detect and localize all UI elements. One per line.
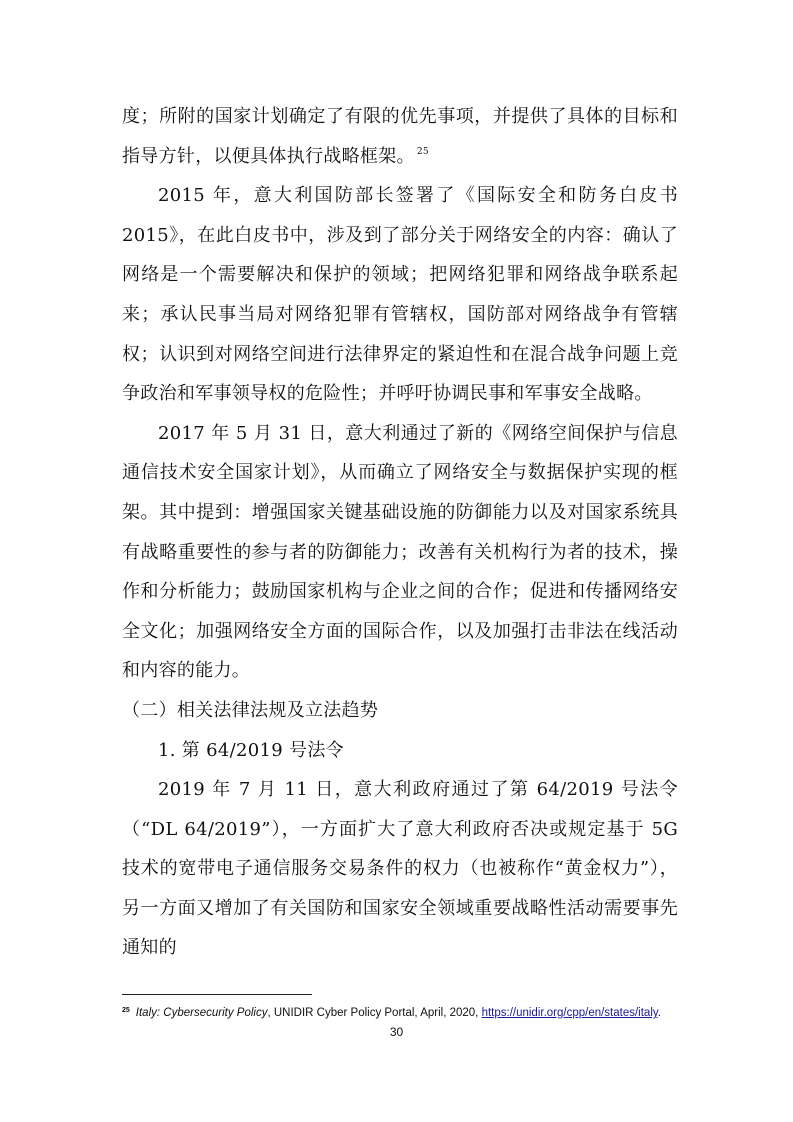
footnote-divider bbox=[122, 994, 312, 995]
footnote-mark: 25 bbox=[122, 1007, 130, 1014]
paragraph-3: 2017 年 5 月 31 日，意大利通过了新的《网络空间保护与信息通信技术安全国家计划》，从而确立了网络安全与数据保护实现的框架。其中提到：增强国家关键基础设施的防御能力以及对国家系统具有战略重要性的参与者的防御能力；改善有关机构行为者的技术，操作和分析能力；鼓励国家机构与企业之间的合作；促进和传播网络安全文化；加强网络安全方面的国际合作，以及加强打击非法在线活动和内容的能力。 bbox=[122, 422, 678, 682]
footnote-reference: 25 bbox=[416, 146, 429, 157]
footnote-source: , UNIDIR Cyber Policy Portal, April, 2020, bbox=[267, 1007, 482, 1019]
paragraph-2: 2015 年，意大利国防部长签署了《国际安全和防务白皮书 2015》，在此白皮书中，涉及到了部分关于网络安全的内容：确认了网络是一个需要解决和保护的领域；把网络犯罪和网络战争联系起来；承认民事当局对网络犯罪有管辖权，国防部对网络战争有管辖权；认识到对网络空间进行法律界定的紧迫性和在混合战争问题上竞争政治和军事领导权的危险性；并呼吁协调民事和军事安全战略。 bbox=[122, 185, 678, 405]
section-heading: （二）相关法律法规及立法趋势 bbox=[122, 699, 379, 721]
page-number: 30 bbox=[389, 1025, 404, 1039]
footnote-link[interactable]: https://unidir.org/cpp/en/states/italy bbox=[481, 1007, 658, 1019]
footnote bbox=[122, 1007, 682, 1019]
footnote-end: . bbox=[657, 1007, 661, 1019]
paragraph-continuation bbox=[122, 97, 678, 176]
body-text bbox=[122, 97, 678, 968]
paragraph-4: 2019 年 7 月 11 日，意大利政府通过了第 64/2019 号法令（“DL 64/2019”），一方面扩大了意大利政府否决或规定基于 5G 技术的宽带电子通信服务交易条件的权力（也被称作“黄金权力”），另一方面又增加了有关国防和国家安全领域重要战略性活动需要事先通知的 bbox=[122, 779, 678, 959]
paragraph-1-text: 度；所附的国家计划确定了有限的优先事项，并提供了具体的目标和指导方针，以便具体执行战略框架。 bbox=[122, 106, 678, 167]
subsection-heading: 1. 第 64/2019 号法令 bbox=[158, 739, 344, 761]
footnote-title: Italy: Cybersecurity Policy bbox=[135, 1007, 268, 1019]
